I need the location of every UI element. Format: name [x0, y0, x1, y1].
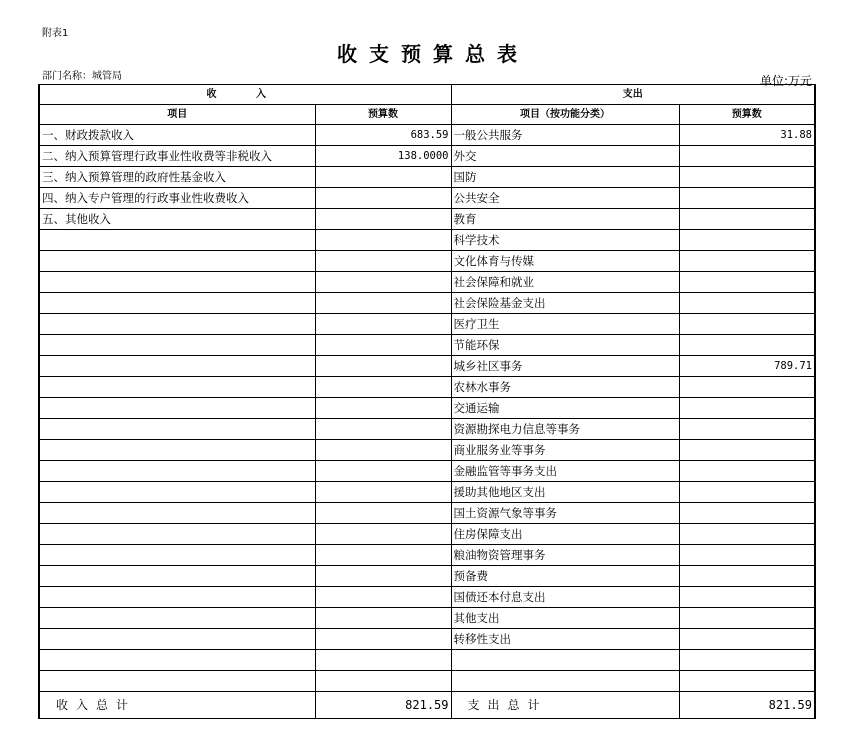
- income-value-cell: [315, 188, 451, 209]
- table-row: [39, 356, 815, 377]
- table-row: [39, 230, 815, 251]
- expense-item-cell: 节能环保: [451, 335, 679, 356]
- expense-item-cell: 公共安全: [451, 188, 679, 209]
- budget-table: [38, 84, 816, 719]
- table-row: [39, 209, 815, 230]
- income-item-cell: [39, 440, 315, 461]
- expense-item-cell: 交通运输: [451, 398, 679, 419]
- expense-value-cell: [679, 230, 815, 251]
- expense-value-cell: [679, 671, 815, 692]
- income-value-cell: [315, 251, 451, 272]
- income-value-cell: [315, 650, 451, 671]
- income-value-cell: [315, 608, 451, 629]
- expense-item-cell: 医疗卫生: [451, 314, 679, 335]
- table-row: [39, 566, 815, 587]
- expense-item-cell: 粮油物资管理事务: [451, 545, 679, 566]
- income-item-cell: [39, 398, 315, 419]
- income-item-cell: [39, 566, 315, 587]
- department-label: 部门名称：城管局: [42, 71, 122, 82]
- col-header-budget: 预算数: [315, 105, 451, 125]
- income-value-cell: 683.59: [315, 125, 451, 146]
- table-row: [39, 251, 815, 272]
- attachment-label: 附表1: [42, 28, 69, 39]
- expense-value-cell: [679, 650, 815, 671]
- expense-value-cell: [679, 335, 815, 356]
- expense-value-cell: [679, 587, 815, 608]
- income-value-cell: [315, 314, 451, 335]
- expense-item-cell: 资源勘探电力信息等事务: [451, 419, 679, 440]
- table-row: [39, 146, 815, 167]
- income-value-cell: [315, 377, 451, 398]
- income-item-cell: [39, 335, 315, 356]
- expense-total-label: 支出总计: [451, 692, 679, 719]
- col-header-expense-budget: 预算数: [679, 105, 815, 125]
- table-row: [39, 587, 815, 608]
- income-value-cell: [315, 461, 451, 482]
- table-row: [39, 461, 815, 482]
- expense-item-cell: 科学技术: [451, 230, 679, 251]
- income-item-cell: 一、财政拨款收入: [39, 125, 315, 146]
- expense-item-cell: 文化体育与传媒: [451, 251, 679, 272]
- expense-value-cell: [679, 482, 815, 503]
- col-header-item: 项目: [39, 105, 315, 125]
- income-item-cell: [39, 650, 315, 671]
- expense-value-cell: [679, 524, 815, 545]
- income-value-cell: [315, 272, 451, 293]
- expense-section-header: 支出: [451, 85, 815, 105]
- expense-item-cell: 住房保障支出: [451, 524, 679, 545]
- income-value-cell: [315, 503, 451, 524]
- income-item-cell: [39, 251, 315, 272]
- expense-item-cell: 援助其他地区支出: [451, 482, 679, 503]
- table-row: [39, 188, 815, 209]
- expense-value-cell: 31.88: [679, 125, 815, 146]
- income-value-cell: [315, 167, 451, 188]
- expense-value-cell: [679, 503, 815, 524]
- expense-item-cell: 转移性支出: [451, 629, 679, 650]
- income-item-cell: 二、纳入预算管理行政事业性收费等非税收入: [39, 146, 315, 167]
- income-value-cell: [315, 545, 451, 566]
- unit-label: 单位:万元: [760, 74, 813, 88]
- table-row: [39, 377, 815, 398]
- income-value-cell: [315, 587, 451, 608]
- expense-item-cell: 一般公共服务: [451, 125, 679, 146]
- income-item-cell: [39, 608, 315, 629]
- income-item-cell: [39, 272, 315, 293]
- table-row: [39, 293, 815, 314]
- expense-value-cell: [679, 293, 815, 314]
- expense-value-cell: 789.71: [679, 356, 815, 377]
- income-item-cell: 五、其他收入: [39, 209, 315, 230]
- income-item-cell: [39, 587, 315, 608]
- income-item-cell: 四、纳入专户管理的行政事业性收费收入: [39, 188, 315, 209]
- table-row: [39, 629, 815, 650]
- expense-value-cell: [679, 251, 815, 272]
- expense-value-cell: [679, 608, 815, 629]
- table-row: [39, 608, 815, 629]
- expense-value-cell: [679, 629, 815, 650]
- income-item-cell: [39, 503, 315, 524]
- income-value-cell: [315, 335, 451, 356]
- table-row: [39, 650, 815, 671]
- expense-value-cell: [679, 440, 815, 461]
- expense-item-cell: 外交: [451, 146, 679, 167]
- expense-item-cell: 其他支出: [451, 608, 679, 629]
- income-value-cell: [315, 482, 451, 503]
- income-item-cell: [39, 356, 315, 377]
- income-value-cell: [315, 419, 451, 440]
- expense-value-cell: [679, 188, 815, 209]
- expense-item-cell: 金融监管等事务支出: [451, 461, 679, 482]
- income-value-cell: 138.0000: [315, 146, 451, 167]
- income-item-cell: [39, 419, 315, 440]
- income-item-cell: [39, 482, 315, 503]
- expense-value-cell: [679, 209, 815, 230]
- income-value-cell: [315, 671, 451, 692]
- expense-value-cell: [679, 545, 815, 566]
- expense-total-value: 821.59: [679, 692, 815, 719]
- expense-value-cell: [679, 146, 815, 167]
- income-value-cell: [315, 629, 451, 650]
- expense-value-cell: [679, 272, 815, 293]
- income-value-cell: [315, 566, 451, 587]
- income-item-cell: [39, 671, 315, 692]
- expense-item-cell: 国防: [451, 167, 679, 188]
- income-section-header: 收 入: [39, 85, 451, 105]
- expense-item-cell: 教育: [451, 209, 679, 230]
- income-value-cell: [315, 524, 451, 545]
- page-title: 收支预算总表: [337, 42, 529, 66]
- income-item-cell: [39, 314, 315, 335]
- income-item-cell: [39, 377, 315, 398]
- income-total-value: 821.59: [315, 692, 451, 719]
- expense-item-cell: 农林水事务: [451, 377, 679, 398]
- expense-value-cell: [679, 377, 815, 398]
- table-row: [39, 398, 815, 419]
- table-row: [39, 272, 815, 293]
- table-row: [39, 167, 815, 188]
- income-item-cell: 三、纳入预算管理的政府性基金收入: [39, 167, 315, 188]
- table-row: [39, 545, 815, 566]
- expense-item-cell: 国债还本付息支出: [451, 587, 679, 608]
- expense-value-cell: [679, 167, 815, 188]
- expense-item-cell: 国土资源气象等事务: [451, 503, 679, 524]
- expense-item-cell: 城乡社区事务: [451, 356, 679, 377]
- table-row: [39, 482, 815, 503]
- table-row: [39, 503, 815, 524]
- income-total-label: 收入总计: [39, 692, 315, 719]
- expense-item-cell: [451, 671, 679, 692]
- table-row: [39, 125, 815, 146]
- expense-item-cell: 社会保险基金支出: [451, 293, 679, 314]
- income-item-cell: [39, 293, 315, 314]
- income-value-cell: [315, 398, 451, 419]
- expense-item-cell: 预备费: [451, 566, 679, 587]
- income-value-cell: [315, 356, 451, 377]
- table-row: [39, 524, 815, 545]
- expense-item-cell: 社会保障和就业: [451, 272, 679, 293]
- income-value-cell: [315, 230, 451, 251]
- expense-value-cell: [679, 314, 815, 335]
- income-item-cell: [39, 524, 315, 545]
- expense-value-cell: [679, 419, 815, 440]
- table-row: [39, 314, 815, 335]
- table-row: [39, 671, 815, 692]
- income-item-cell: [39, 629, 315, 650]
- income-item-cell: [39, 545, 315, 566]
- expense-value-cell: [679, 398, 815, 419]
- income-item-cell: [39, 461, 315, 482]
- income-value-cell: [315, 293, 451, 314]
- expense-item-cell: [451, 650, 679, 671]
- table-row: [39, 419, 815, 440]
- expense-value-cell: [679, 566, 815, 587]
- col-header-expense-item: 项目（按功能分类）: [451, 105, 679, 125]
- table-row: [39, 440, 815, 461]
- income-value-cell: [315, 440, 451, 461]
- expense-value-cell: [679, 461, 815, 482]
- table-row: [39, 335, 815, 356]
- income-item-cell: [39, 230, 315, 251]
- expense-item-cell: 商业服务业等事务: [451, 440, 679, 461]
- income-value-cell: [315, 209, 451, 230]
